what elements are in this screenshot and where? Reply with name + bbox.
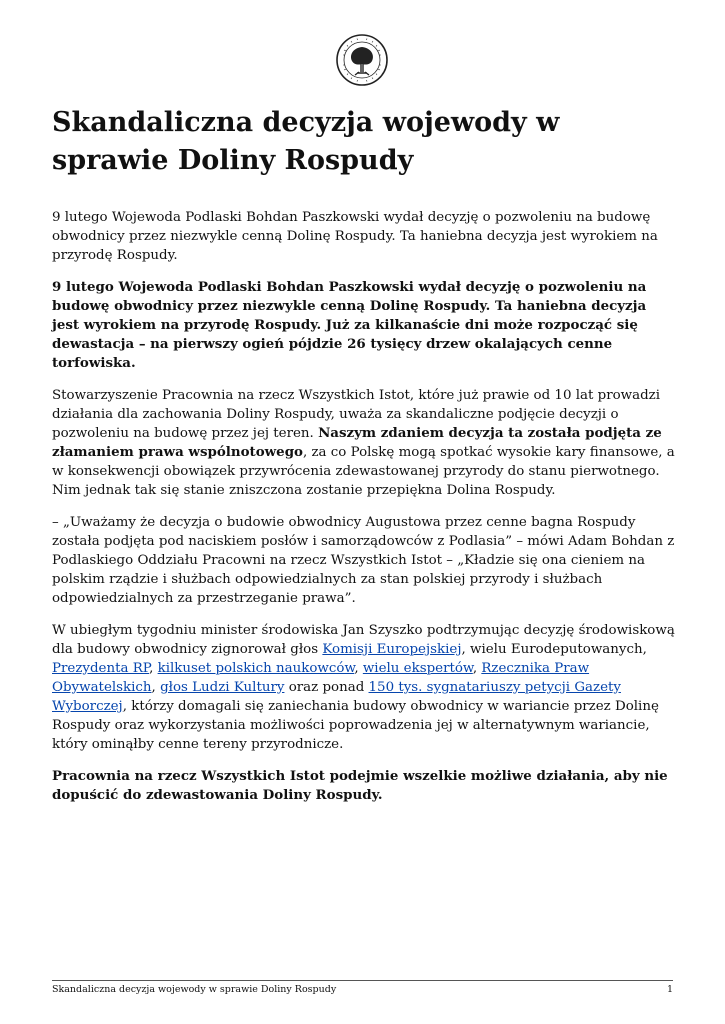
link-scientists[interactable]: kilkuset polskich naukowców bbox=[157, 661, 355, 676]
footer-title: Skandaliczna decyzja wojewody w sprawie Doliny Rospudy bbox=[52, 984, 337, 995]
paragraph-association bbox=[52, 386, 676, 500]
p1-text-b: , za co Polskę mogą spotkać wysokie kary finansowe, a w konsekwencji obowiązek przywrócenia zdewastowanej przyrody do stanu pierwotnego. Nim jednak tak się stanie zniszczona zostanie przepiękna Dolina Rospudy. bbox=[52, 445, 675, 498]
p3-text: , bbox=[151, 680, 161, 695]
page-number: 1 bbox=[666, 984, 673, 995]
paragraph-quote: – „Uważamy że decyzja o budowie obwodnicy Augustowa przez cenne bagna Rospudy została podjęta pod naciskiem posłów i samorządowców z Podlasia” – mówi Adam Bohdan z Podlaskiego Oddziału Pracowni na rzecz Wszystkich Istot – „Kładzie się ona cieniem na polskim rządzie i służbach odpowiedzialnych za stan polskiej przyrody i służbach odpowiedzialnych za przestrzeganie prawa”. bbox=[52, 515, 675, 606]
paragraph-minister bbox=[52, 621, 676, 754]
p1-bold-text: Naszym zdaniem decyzja ta została podjęta ze złamaniem prawa wspólnotowego bbox=[52, 425, 662, 460]
p3-text: W ubiegłym tygodniu minister środowiska Jan Szyszko podtrzymując decyzję środowiskową dla budowy obwodnicy zignorował głos bbox=[52, 623, 675, 657]
link-petition[interactable]: 150 tys. sygnatariuszy petycji Gazety Wyborczej bbox=[52, 680, 621, 714]
p3-text: , bbox=[149, 661, 158, 676]
article-lead: 9 lutego Wojewoda Podlaski Bohdan Paszkowski wydał decyzję o pozwoleniu na budowę obwodnicy przez niezwykle cenną Dolinę Rospudy. Ta haniebna decyzja jest wyrokiem na przyrodę Rospudy. bbox=[52, 210, 658, 263]
p1-text-a: Stowarzyszenie Pracownia na rzecz Wszystkich Istot, które już prawie od 10 lat prowadzi działania dla zachowania Doliny Rospudy, uważa za skandaliczne podjęcie decyzji o pozwoleniu na budowę przez jej teren. bbox=[52, 388, 661, 441]
tree-seal-icon bbox=[335, 33, 389, 87]
p3-text: , którzy domagali się zaniechania budowy obwodnicy w wariancie przez Dolinę Rospudy oraz wykorzystania możliwości poprowadzenia jej w alternatywnym wariancie, który ominąłby cenne tereny przyrodnicze. bbox=[52, 699, 659, 752]
organization-logo bbox=[335, 33, 389, 87]
page-footer bbox=[52, 980, 673, 996]
article-closing-bold bbox=[52, 767, 676, 805]
intro-bold-text: 9 lutego Wojewoda Podlaski Bohdan Paszkowski wydał decyzję o pozwoleniu na budowę obwodnicy przez niezwykle cenną Dolinę Rospudy. Ta haniebna decyzja jest wyrokiem na przyrodę Rospudy. Już za kilkanaście dni może rozpocząć się dewastacja – na pierwszy ogień pójdzie 26 tysięcy drzew okalających cenne torfowiska. bbox=[52, 279, 647, 371]
closing-bold-text: Pracownia na rzecz Wszystkich Istot podejmie wszelkie możliwe działania, aby nie dopuścić do zdewastowania Doliny Rospudy. bbox=[52, 768, 668, 803]
link-culture-people[interactable]: głos Ludzi Kultury bbox=[160, 680, 285, 695]
article bbox=[52, 104, 676, 805]
link-experts[interactable]: wielu ekspertów bbox=[362, 661, 473, 676]
p3-text: oraz ponad bbox=[284, 680, 369, 695]
link-european-commission[interactable]: Komisji Europejskiej bbox=[322, 642, 462, 657]
p3-text: , wielu Eurodeputowanych, bbox=[461, 642, 647, 657]
link-ombudsman[interactable]: Rzecznika Praw Obywatelskich bbox=[52, 661, 590, 695]
link-president[interactable]: Prezydenta RP bbox=[52, 661, 150, 676]
p3-text: , bbox=[354, 661, 363, 676]
p3-text: , bbox=[472, 661, 482, 676]
article-intro-bold bbox=[52, 278, 676, 373]
article-title: Skandaliczna decyzja wojewody w sprawie Doliny Rospudy bbox=[52, 107, 560, 176]
